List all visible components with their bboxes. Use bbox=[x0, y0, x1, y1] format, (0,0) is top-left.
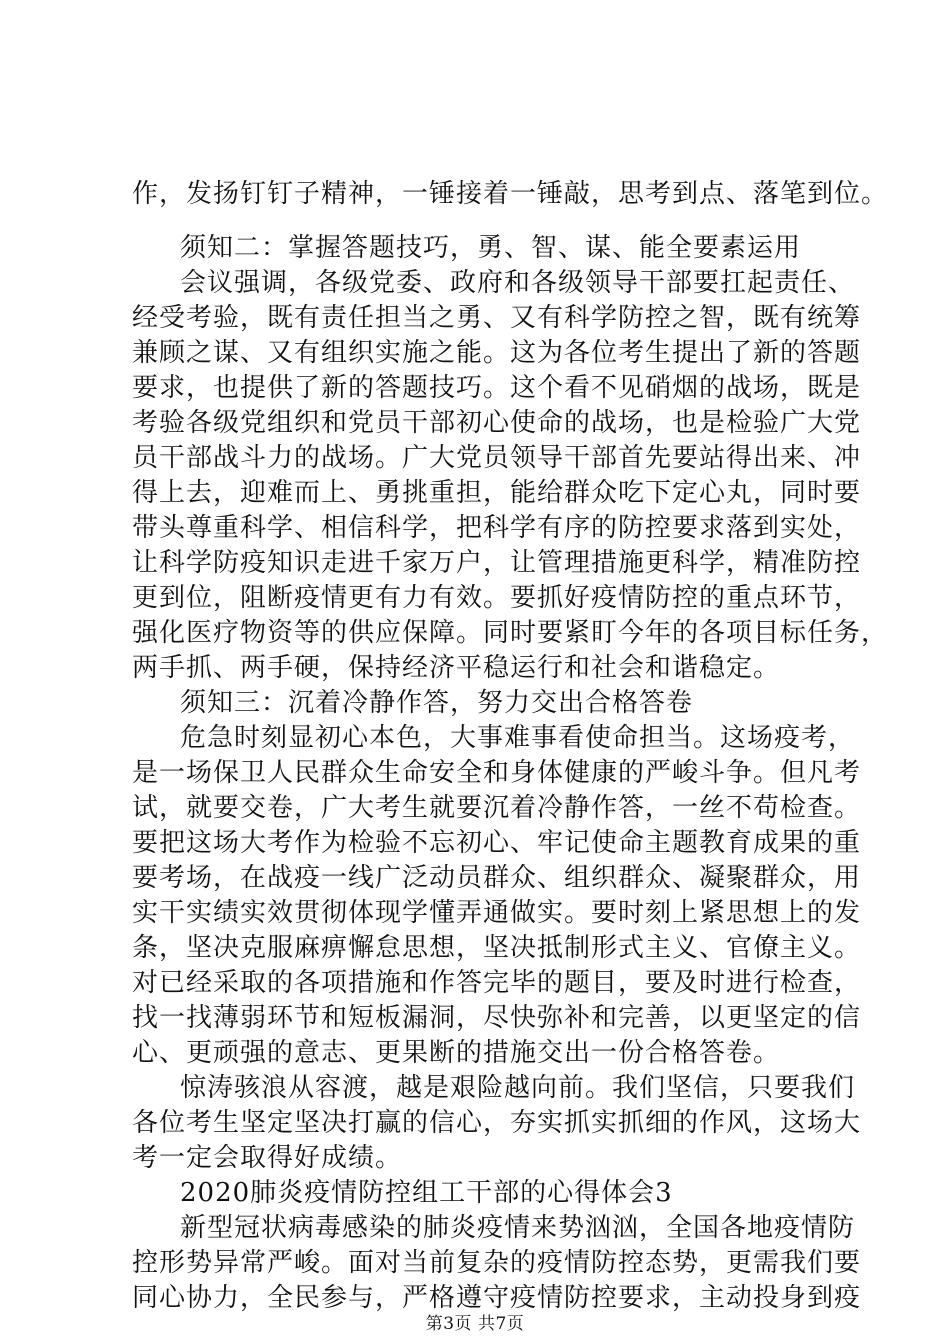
text-line: 找一找薄弱环节和短板漏洞，尽快弥补和完善，以更坚定的信 bbox=[132, 1003, 862, 1033]
text-line: 是一场保卫人民群众生命安全和身体健康的严峻斗争。但凡考 bbox=[132, 758, 862, 788]
text-line: 各位考生坚定坚决打赢的信心，夯实抓实抓细的作风，这场大 bbox=[132, 1108, 862, 1138]
text-line: 试，就要交卷，广大考生就要沉着冷静作答，一丝不苟检查。 bbox=[132, 793, 862, 823]
text-line: 实干实绩实效贯彻体现学懂弄通做实。要时刻上紧思想上的发 bbox=[132, 898, 862, 928]
text-line: 心、更顽强的意志、更果断的措施交出一份合格答卷。 bbox=[132, 1038, 781, 1068]
text-line: 考一定会取得好成绩。 bbox=[132, 1143, 403, 1173]
text-line: 同心协力，全民参与，严格遵守疫情防控要求，主动投身到疫 bbox=[132, 1283, 862, 1313]
text-line: 作，发扬钉钉子精神，一锤接着一锤敲，思考到点、落笔到位。 bbox=[132, 179, 889, 209]
section-heading: 2020肺炎疫情防控组工干部的心得体会3 bbox=[180, 1178, 673, 1208]
text-line: 兼顾之谋、又有组织实施之能。这为各位考生提出了新的答题 bbox=[132, 338, 862, 368]
text-line: 条，坚决克服麻痹懈怠思想，坚决抵制形式主义、官僚主义。 bbox=[132, 933, 862, 963]
text-line: 要考场，在战疫一线广泛动员群众、组织群众、凝聚群众，用 bbox=[132, 863, 862, 893]
text-line: 惊涛骇浪从容渡，越是艰险越向前。我们坚信，只要我们 bbox=[180, 1073, 856, 1103]
text-line: 要求，也提供了新的答题技巧。这个看不见硝烟的战场，既是 bbox=[132, 373, 862, 403]
text-line: 危急时刻显初心本色，大事难事看使命担当。这场疫考， bbox=[180, 723, 856, 753]
text-line: 员干部战斗力的战场。广大党员领导干部首先要站得出来、冲 bbox=[132, 443, 862, 473]
page-number-footer: 第3页 共7页 bbox=[425, 1314, 525, 1334]
text-line: 新型冠状病毒感染的肺炎疫情来势汹汹，全国各地疫情防 bbox=[180, 1213, 856, 1243]
text-line: 两手抓、两手硬，保持经济平稳运行和社会和谐稳定。 bbox=[132, 653, 781, 683]
section-heading: 须知三：沉着冷静作答，努力交出合格答卷 bbox=[180, 688, 694, 718]
text-line: 强化医疗物资等的供应保障。同时要紧盯今年的各项目标任务， bbox=[132, 618, 889, 648]
text-line: 更到位，阻断疫情更有力有效。要抓好疫情防控的重点环节， bbox=[132, 583, 862, 613]
text-line: 经受考验，既有责任担当之勇、又有科学防控之智，既有统筹 bbox=[132, 303, 862, 333]
section-heading: 须知二：掌握答题技巧，勇、智、谋、能全要素运用 bbox=[180, 233, 802, 263]
text-line: 控形势异常严峻。面对当前复杂的疫情防控态势，更需我们要 bbox=[132, 1248, 862, 1278]
text-line: 会议强调，各级党委、政府和各级领导干部要扛起责任、 bbox=[180, 268, 856, 298]
text-line: 要把这场大考作为检验不忘初心、牢记使命主题教育成果的重 bbox=[132, 828, 862, 858]
text-line: 对已经采取的各项措施和作答完毕的题目，要及时进行检查， bbox=[132, 968, 862, 998]
text-line: 得上去，迎难而上、勇挑重担，能给群众吃下定心丸，同时要 bbox=[132, 478, 862, 508]
text-line: 考验各级党组织和党员干部初心使命的战场，也是检验广大党 bbox=[132, 408, 862, 438]
text-line: 带头尊重科学、相信科学，把科学有序的防控要求落到实处， bbox=[132, 513, 862, 543]
text-line: 让科学防疫知识走进千家万户，让管理措施更科学，精准防控 bbox=[132, 548, 862, 578]
